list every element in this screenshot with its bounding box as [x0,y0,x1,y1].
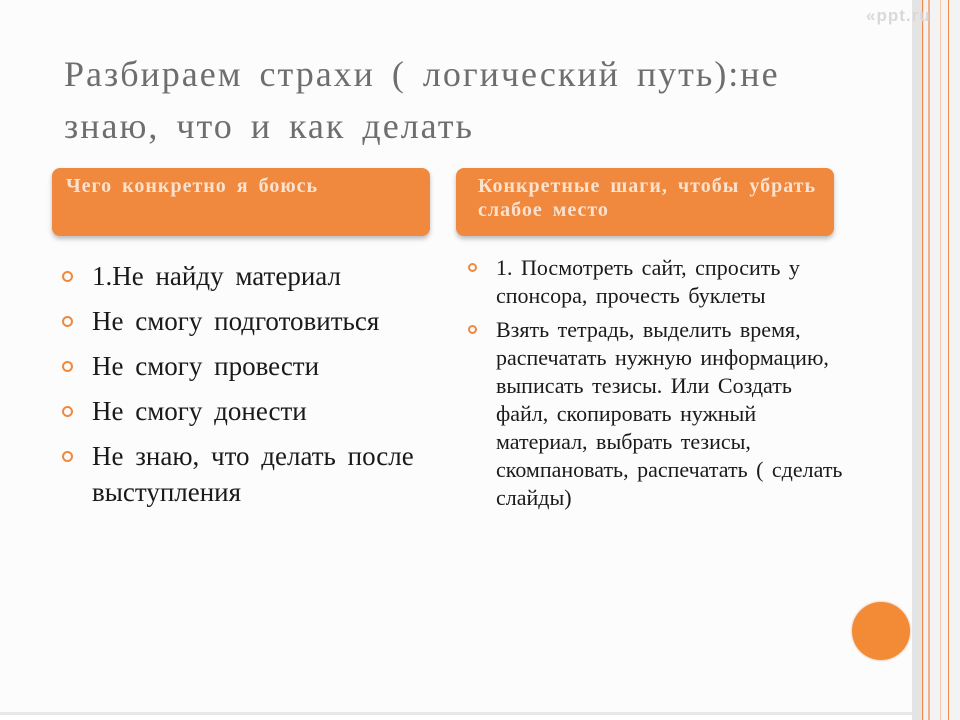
list-item [62,438,452,510]
left-column-header: Чего конкретно я боюсь [52,168,430,236]
list-item-text: Не смогу провести [92,351,320,381]
orange-vertical-line [928,0,930,720]
list-item-text: Не знаю, что делать после выступления [92,441,414,507]
slide-title: Разбираем страхи ( логический путь):не знаю, что и как делать [64,54,780,146]
bullet-icon [62,451,73,462]
orange-vertical-line [940,0,941,720]
list-item [62,303,452,339]
list-item [466,316,846,512]
bullet-icon [62,316,73,327]
list-item-text: 1.Не найду материал [92,261,341,291]
list-item-text: Не смогу подготовиться [92,306,380,336]
list-item [62,393,452,429]
orange-vertical-line [948,0,949,720]
steps-list [466,254,846,518]
watermark-logo: «ppt.ru [866,6,931,25]
fears-list [62,258,452,519]
bullet-icon [468,325,477,334]
right-column-header: Конкретные шаги, чтобы убрать слабое место [456,168,834,236]
list-item-text: Не смогу донести [92,396,307,426]
bullet-icon [468,263,477,272]
list-item [62,348,452,384]
orange-circle-decoration [852,602,910,660]
bullet-icon [62,271,73,282]
bullet-icon [62,361,73,372]
orange-vertical-line [922,0,923,720]
right-edge-bar [912,0,960,720]
list-item-text: 1. Посмотреть сайт, спросить у спонсора, прочесть буклеты [496,255,800,308]
list-item [62,258,452,294]
bullet-icon [62,406,73,417]
list-item [466,254,846,310]
list-item-text: Взять тетрадь, выделить время, распечатать нужную информацию, выписать тезисы. Или Создать файл, скопировать нужный материал, выбрать тезисы, скомпановать, распечатать ( сделать слайды) [496,317,843,510]
